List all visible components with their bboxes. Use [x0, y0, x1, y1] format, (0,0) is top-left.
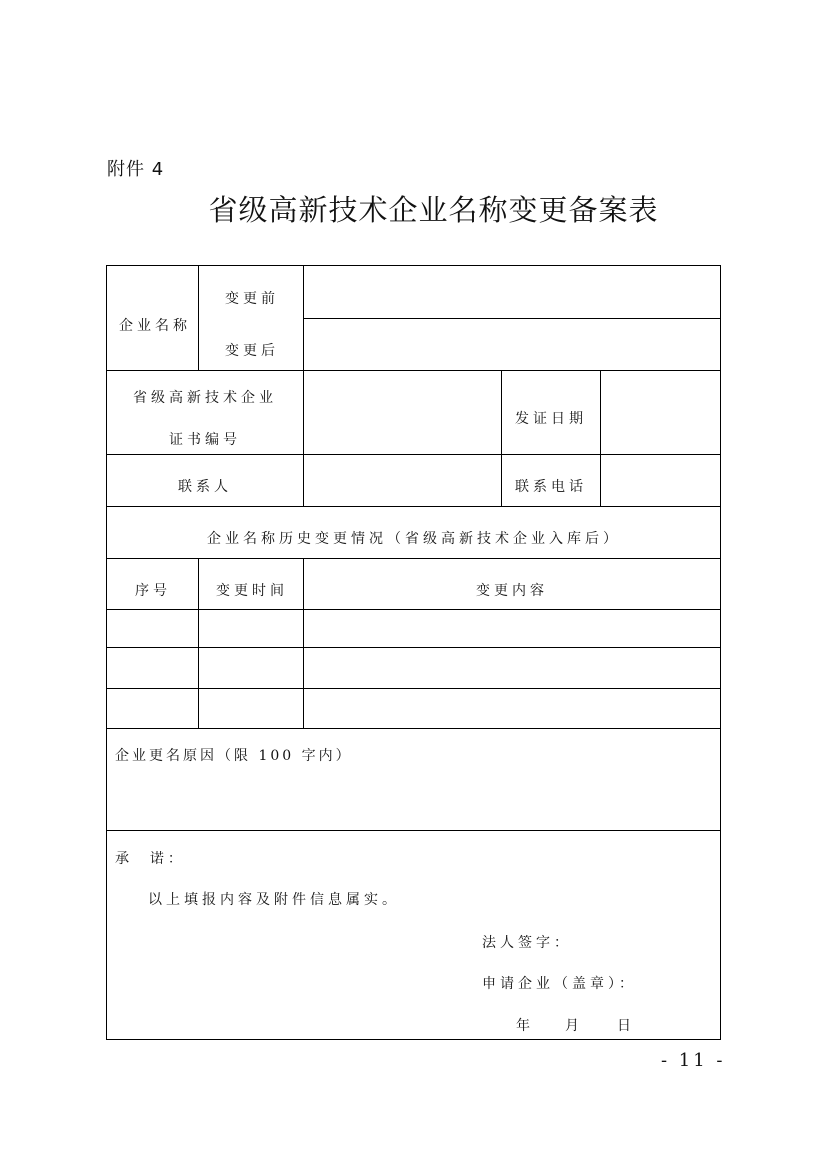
contact-person-label: 联系人	[178, 479, 232, 495]
date-month-label: 月	[565, 1018, 583, 1034]
row-divider	[107, 370, 721, 371]
record-form	[106, 265, 721, 1040]
row-divider	[303, 318, 721, 319]
column-divider	[501, 370, 502, 506]
column-header-serial: 序号	[135, 583, 171, 599]
company-seal-label: 申请企业（盖章）：	[482, 976, 637, 992]
row-divider	[107, 454, 721, 455]
column-divider	[198, 266, 199, 370]
row-divider	[107, 647, 721, 648]
company-name-label: 企业名称	[119, 318, 191, 334]
date-day-label: 日	[617, 1018, 635, 1034]
row-divider	[107, 609, 721, 610]
date-year-label: 年	[516, 1018, 534, 1034]
certificate-label-line2: 证书编号	[169, 432, 241, 448]
row-divider	[107, 830, 721, 831]
column-divider	[198, 558, 199, 728]
contact-phone-label: 联系电话	[515, 479, 587, 495]
issue-date-label: 发证日期	[515, 411, 587, 427]
column-header-change-time: 变更时间	[216, 583, 288, 599]
row-divider	[107, 728, 721, 729]
row-divider	[107, 688, 721, 689]
pledge-statement: 以上填报内容及附件信息属实。	[148, 892, 400, 908]
column-divider	[303, 266, 304, 506]
column-divider	[303, 558, 304, 728]
column-divider	[600, 370, 601, 506]
row-divider	[107, 506, 721, 507]
history-section-header: 企业名称历史变更情况（省级高新技术企业入库后）	[207, 531, 621, 547]
page-number: - 11 -	[661, 1050, 726, 1071]
page-title: 省级高新技术企业名称变更备案表	[208, 193, 659, 227]
before-change-label: 变更前	[225, 291, 279, 307]
column-header-change-content: 变更内容	[476, 583, 548, 599]
rename-reason-label: 企业更名原因（限 100 字内）	[115, 748, 353, 764]
legal-representative-signature-label: 法人签字：	[482, 935, 572, 951]
annex-label: 附件 4	[107, 159, 165, 180]
row-divider	[107, 558, 721, 559]
pledge-label: 承 诺：	[115, 851, 186, 867]
after-change-label: 变更后	[225, 343, 279, 359]
certificate-label-line1: 省级高新技术企业	[133, 390, 277, 406]
